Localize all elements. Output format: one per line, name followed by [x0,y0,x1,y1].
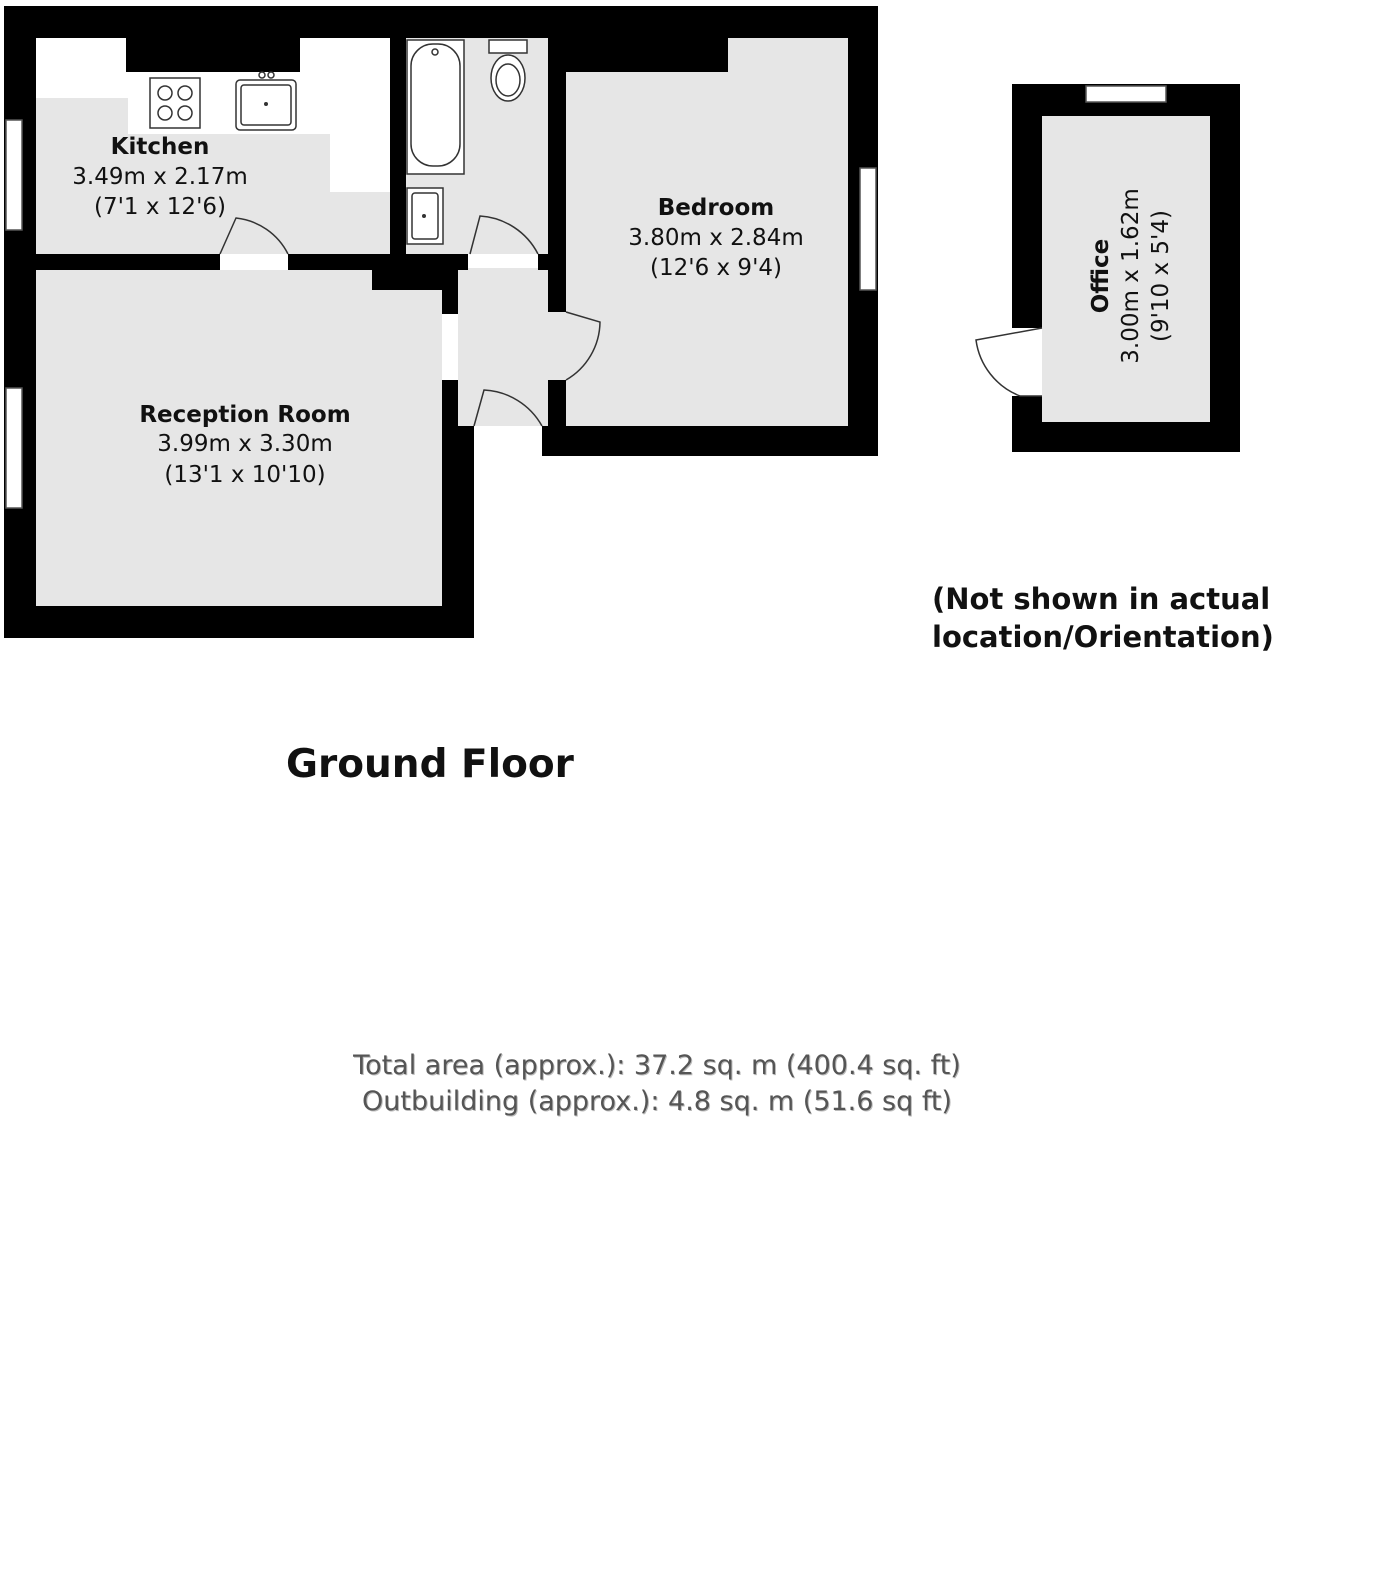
basin-icon [407,188,443,244]
reception-name: Reception Room [139,402,351,428]
window [1086,86,1166,102]
wall [288,254,468,270]
kitchen-metric: 3.49m x 2.17m [72,164,248,190]
wall [442,380,458,428]
wall [36,254,220,270]
main-building [4,6,878,638]
wall [4,606,474,638]
window [860,168,876,290]
wall [442,426,474,638]
wall [442,270,458,314]
wall [126,38,300,72]
kitchen-name: Kitchen [110,134,210,160]
office-metric: 3.00m x 1.62m [1118,188,1144,364]
wall [566,38,728,72]
bedroom-name: Bedroom [657,195,775,221]
bedroom-metric: 3.80m x 2.84m [628,225,804,251]
wall [4,6,878,38]
hob-icon [150,78,200,128]
wall [4,6,36,638]
total-area: Total area (approx.): 37.2 sq. m (400.4 sq. ft) [353,1050,961,1081]
door-swing [976,328,1042,396]
window [6,120,22,230]
kitchen-imperial: (7'1 x 12'6) [94,194,226,220]
wall [548,38,566,312]
wall [548,380,566,426]
kitchen-sink-icon [236,72,296,130]
orientation-note-line2: location/Orientation) [932,620,1274,654]
orientation-note [932,580,1352,656]
bedroom-imperial: (12'6 x 9'4) [650,255,782,281]
orientation-note-line1: (Not shown in actual [932,582,1271,616]
office-imperial: (9'10 x 5'4) [1148,210,1174,342]
reception-label [139,402,350,488]
area-totals [0,1048,1314,1120]
wall [372,268,444,290]
office-name: Office [1088,238,1114,314]
window [6,388,22,508]
reception-imperial: (13'1 x 10'10) [164,462,326,488]
bath-icon [407,40,464,174]
wall [1012,422,1240,452]
wall [542,426,878,456]
floor-label: Ground Floor [286,742,574,787]
outbuilding-area: Outbuilding (approx.): 4.8 sq. m (51.6 sq ft) [362,1086,952,1117]
reception-metric: 3.99m x 3.30m [157,431,333,457]
wall [1012,84,1042,328]
wall [390,38,406,270]
wall [1210,84,1240,452]
toilet-icon [489,40,527,101]
